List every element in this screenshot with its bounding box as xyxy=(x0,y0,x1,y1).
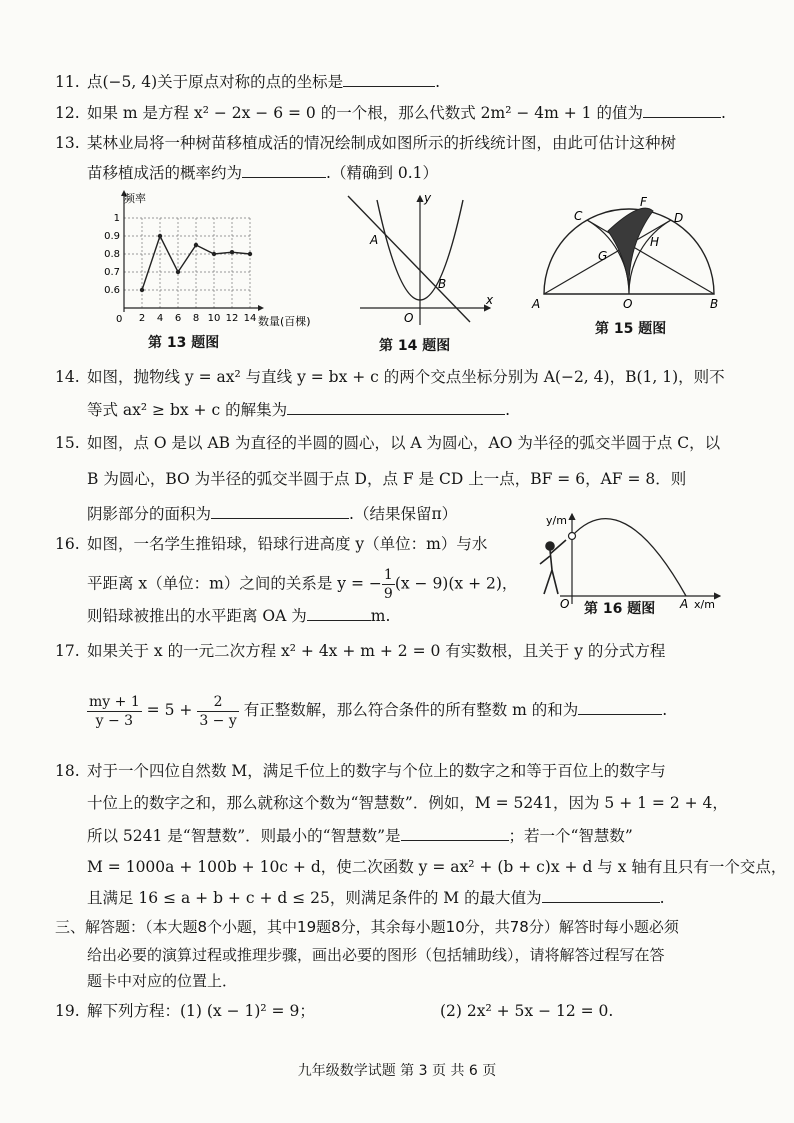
question-14-line2 xyxy=(87,398,510,421)
point-F-label: F xyxy=(640,195,647,209)
question-13-line2 xyxy=(87,161,438,184)
x-tick-label: 2 xyxy=(138,313,146,324)
question-17-line2 xyxy=(87,690,667,730)
fraction-denominator: 9 xyxy=(383,586,393,602)
figure-14-parabola xyxy=(340,190,500,330)
section-3-line3 xyxy=(87,970,237,992)
chart-grid xyxy=(124,218,250,308)
figure-14-caption: 第 14 题图 xyxy=(379,338,451,354)
question-text: ；若一个“智慧数” xyxy=(508,827,633,845)
point-B-label: B xyxy=(438,277,447,291)
question-text: 平距离 x（单位：m）之间的关系是 y = − xyxy=(87,574,382,593)
question-18-line4 xyxy=(87,856,786,878)
y-tick-label: 0.6 xyxy=(104,285,120,296)
answer-blank[interactable] xyxy=(242,161,326,178)
data-point xyxy=(140,288,144,292)
center-O-label: O xyxy=(623,297,633,311)
figure-15-caption: 第 15 题图 xyxy=(595,321,667,337)
answer-blank[interactable] xyxy=(307,604,371,621)
question-18-line5 xyxy=(87,886,665,909)
x-tick-label: 10 xyxy=(207,313,221,324)
data-point xyxy=(158,234,162,238)
answer-blank[interactable] xyxy=(343,70,435,87)
figure-15-semicircle xyxy=(530,190,730,315)
x-tick-label: 14 xyxy=(243,313,257,324)
data-point xyxy=(230,250,234,254)
data-point xyxy=(194,243,198,247)
question-number: 16. xyxy=(55,535,80,553)
y-tick-label: 1 xyxy=(113,213,120,224)
y-tick-label: 0.8 xyxy=(104,249,120,260)
question-text: M = 1000a + 100b + 10c + d，使二次函数 y = ax² + (b + c)x + d 与 x 轴有且只有一个交点， xyxy=(87,858,787,876)
question-number: 12. xyxy=(55,104,80,122)
y-axis-label: 频率 xyxy=(124,192,146,205)
point-C-label: C xyxy=(574,209,583,223)
answer-blank[interactable] xyxy=(578,698,662,715)
fraction-numerator: my + 1 xyxy=(89,693,140,710)
point-B-label: B xyxy=(710,297,719,311)
x-tick-label: 6 xyxy=(174,313,182,324)
period: . xyxy=(505,401,511,419)
question-text: 有正整数解，那么符合条件的所有整数 m 的和为 xyxy=(243,701,579,719)
question-text: 所以 5241 是“智慧数”．则最小的“智慧数”是 xyxy=(87,827,401,845)
question-text: 阴影部分的面积为 xyxy=(87,505,212,523)
question-11 xyxy=(55,70,440,93)
question-text: 如图，一名学生推铅球，铅球行进高度 y（单位：m）与水 xyxy=(87,535,488,553)
y-tick-label: 0.7 xyxy=(104,267,120,278)
fraction-denominator: 3 − y xyxy=(199,712,237,729)
x-tick-label: 8 xyxy=(192,313,200,324)
question-number: 11. xyxy=(55,73,80,91)
answer-blank[interactable] xyxy=(211,502,349,519)
y-axis-label: y xyxy=(424,191,432,205)
question-number: 14. xyxy=(55,368,80,386)
question-text: 点(−5, 4)关于原点对称的点的坐标是 xyxy=(87,73,344,91)
fraction-numerator: 2 xyxy=(197,693,238,712)
question-14 xyxy=(55,366,725,388)
fraction-left xyxy=(87,693,142,730)
question-text: 如图，抛物线 y = ax² 与直线 y = bx + c 的两个交点坐标分别为 A(−2, 4)，B(1, 1)，则不 xyxy=(87,368,725,386)
point-D-label: D xyxy=(674,211,684,225)
point-G-label: G xyxy=(598,249,608,263)
unit-text: m. xyxy=(370,607,391,625)
fraction-numerator: 1 xyxy=(383,567,393,583)
answer-blank[interactable] xyxy=(401,824,509,841)
section-text: 题卡中对应的位置上． xyxy=(87,972,238,990)
question-number: 13. xyxy=(55,134,80,152)
page-footer: 九年级数学试题 第 3 页 共 6 页 xyxy=(297,1063,497,1079)
origin-label: 0 xyxy=(116,314,123,325)
trajectory-curve xyxy=(572,519,686,596)
question-16 xyxy=(55,533,487,555)
answer-blank[interactable] xyxy=(542,886,660,903)
shaded-region xyxy=(608,208,653,294)
question-text: 对于一个四位自然数 M，满足千位上的数字与个位上的数字之和等于百位上的数字与 xyxy=(87,762,666,780)
answer-blank[interactable] xyxy=(287,398,505,415)
question-number: 15. xyxy=(55,434,80,452)
equation-text: = 5 + xyxy=(146,701,193,719)
figure-13-line-chart xyxy=(90,188,311,338)
x-axis-arrow xyxy=(258,305,264,311)
period: . xyxy=(720,104,726,122)
x-axis-label: x xyxy=(486,293,494,307)
question-18-line2 xyxy=(87,792,728,814)
x-axis-label: 数量(百棵) xyxy=(258,315,311,328)
question-text: 如图，点 O 是以 AB 为直径的半圆的圆心，以 A 为圆心，AO 为半径的弧交半圆于点 C，以 xyxy=(87,434,721,452)
question-number: 19. xyxy=(55,1002,80,1020)
question-number: 17. xyxy=(55,642,80,660)
question-text: (x − 9)(x + 2)， xyxy=(394,574,518,593)
question-text: 十位上的数字之和，那么就称这个数为“智慧数”．例如，M = 5241，因为 5 + 1 = 2 + 4， xyxy=(87,794,728,812)
question-17 xyxy=(55,640,665,662)
fraction-right xyxy=(197,693,238,730)
question-text: .（结果保留π） xyxy=(349,505,458,523)
student-figure xyxy=(540,540,566,594)
period: . xyxy=(435,73,441,91)
question-15 xyxy=(55,432,720,454)
question-number: 18. xyxy=(55,762,80,780)
question-16-line2 xyxy=(87,566,517,603)
origin-label: O xyxy=(560,597,570,611)
section-text: 给出必要的演算过程或推理步骤，画出必要的图形（包括辅助线），请将解答过程写在答 xyxy=(87,946,665,964)
data-point xyxy=(248,252,252,256)
question-16-line3 xyxy=(87,604,390,627)
question-text: 则铅球被推出的水平距离 OA 为 xyxy=(87,607,307,625)
question-15-line2 xyxy=(87,468,686,490)
point-H-label: H xyxy=(650,235,660,249)
fraction-denominator: y − 3 xyxy=(95,712,134,729)
section-3-line2 xyxy=(87,944,665,966)
question-text: 如果 m 是方程 x² − 2x − 6 = 0 的一个根，那么代数式 2m² − 4m + 1 的值为 xyxy=(87,104,643,122)
question-12 xyxy=(55,101,726,124)
question-text: 某林业局将一种树苗移植成活的情况绘制成如图所示的折线统计图，由此可估计这种树 xyxy=(87,134,677,152)
question-18-line3 xyxy=(87,824,633,847)
figure-16-caption: 第 16 题图 xyxy=(584,601,656,617)
x-tick-label: 12 xyxy=(225,313,239,324)
point-A-label: A xyxy=(532,297,541,311)
y-tick-label: 0.9 xyxy=(104,231,120,242)
question-text-part2: (2) 2x² + 5x − 12 = 0. xyxy=(440,1002,614,1020)
answer-blank[interactable] xyxy=(643,101,721,118)
straight-line xyxy=(348,196,470,322)
section-text: 三、解答题：（本大题8个小题，其中19题8分，其余每小题10分，共78分）解答时每小题必须 xyxy=(55,918,679,936)
fraction-one-ninth xyxy=(382,566,395,603)
origin-label: O xyxy=(404,311,414,325)
x-tick-label: 4 xyxy=(156,313,164,324)
shot-put-ball xyxy=(569,533,576,540)
point-A-label: A xyxy=(370,233,379,247)
x-axis-label: x/m xyxy=(694,598,715,611)
question-text: B 为圆心，BO 为半径的弧交半圆于点 D，点 F 是 CD 上一点，BF = 6，AF = 8．则 xyxy=(87,470,687,488)
question-15-line3 xyxy=(87,502,457,525)
question-19-part2 xyxy=(440,1000,613,1022)
point-A-label: A xyxy=(680,597,689,611)
period: . xyxy=(662,701,668,719)
question-19 xyxy=(55,1000,315,1022)
question-text: .（精确到 0.1） xyxy=(326,164,439,182)
y-axis-label: y/m xyxy=(546,514,567,527)
section-3-heading xyxy=(55,916,679,938)
data-point xyxy=(176,270,180,274)
data-point xyxy=(212,252,216,256)
question-18 xyxy=(55,760,666,782)
period: . xyxy=(659,889,665,907)
question-text-part1: 解下列方程：(1) (x − 1)² = 9； xyxy=(87,1002,315,1020)
question-text: 且满足 16 ≤ a + b + c + d ≤ 25，则满足条件的 M 的最大值为 xyxy=(87,889,542,907)
question-text: 如果关于 x 的一元二次方程 x² + 4x + m + 2 = 0 有实数根，且关于 y 的分式方程 xyxy=(87,642,666,660)
question-13 xyxy=(55,132,676,154)
question-text: 苗移植成活的概率约为 xyxy=(87,164,243,182)
figure-13-caption: 第 13 题图 xyxy=(148,335,220,351)
question-text: 等式 ax² ≥ bx + c 的解集为 xyxy=(87,401,288,419)
